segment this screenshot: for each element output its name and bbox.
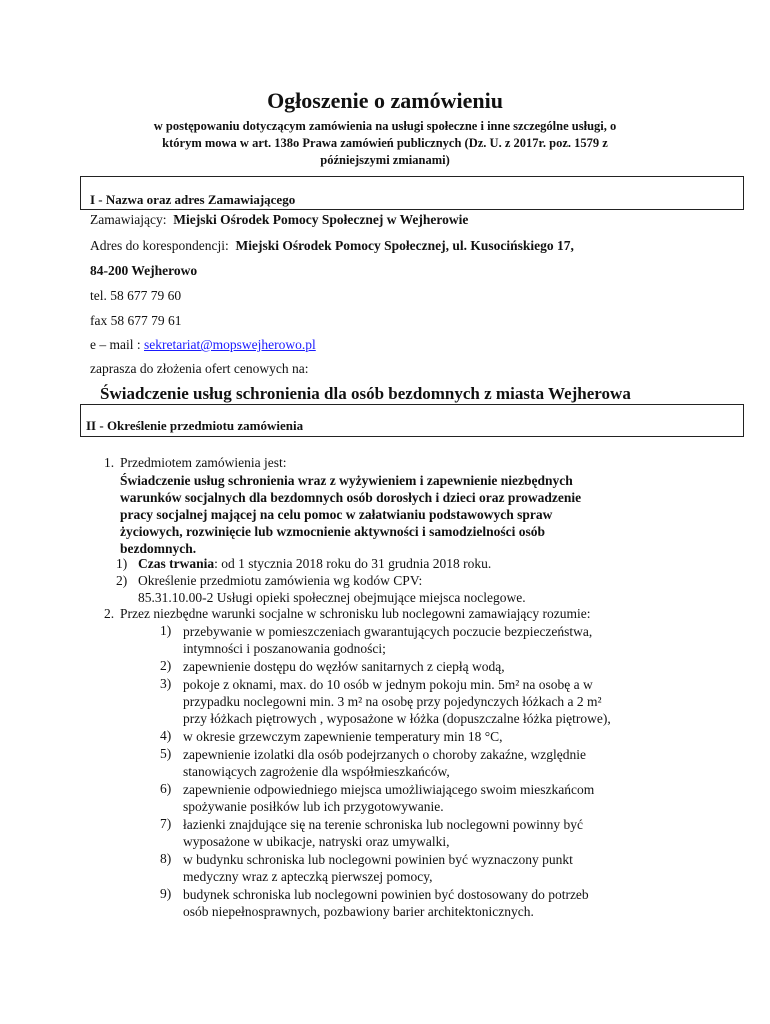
condition-item bbox=[183, 886, 680, 920]
condition-item bbox=[183, 746, 680, 780]
sub-1-text bbox=[138, 556, 491, 572]
condition-number: 8) bbox=[160, 851, 172, 866]
condition-item bbox=[183, 623, 680, 657]
condition-line: pokoje z oknami, max. do 10 osób w jednym pokoju min. 5m² na osobę a w bbox=[183, 677, 593, 692]
condition-line: osób niepełnosprawnych, pozbawiony barier architektonicznych. bbox=[183, 904, 534, 919]
document-title: Ogłoszenie o zamówieniu bbox=[267, 88, 503, 113]
postcode: 84-200 Wejherowo bbox=[90, 263, 198, 278]
condition-number: 1) bbox=[160, 623, 172, 638]
tel-line: tel. 58 677 79 60 bbox=[90, 288, 182, 303]
item-1-number: 1. bbox=[104, 455, 115, 470]
sub-1-number: 1) bbox=[116, 556, 128, 571]
sub-2-text: Określenie przedmiotu zamówienia wg kodów CPV: bbox=[138, 573, 423, 588]
condition-number: 5) bbox=[160, 746, 172, 761]
condition-line: zapewnienie izolatki dla osób podejrzanych o choroby zakaźne, względnie bbox=[183, 747, 586, 762]
description-line: warunków socjalnych dla bezdomnych osób dorosłych i dzieci oraz prowadzenie bbox=[120, 490, 582, 505]
condition-item bbox=[183, 676, 680, 727]
condition-item bbox=[183, 816, 680, 850]
condition-line: w okresie grzewczym zapewnienie temperatury min 18 °C, bbox=[183, 729, 503, 744]
description-line: życiowych, rozwinięcie lub wzmocnienie aktywności i samodzielności osób bbox=[120, 524, 545, 539]
invite-line: zaprasza do złożenia ofert cenowych na: bbox=[90, 361, 309, 376]
condition-line: zapewnienie odpowiedniego miejsca umożliwiającego swoim mieszkańcom bbox=[183, 782, 595, 797]
postcode-line bbox=[90, 263, 197, 279]
condition-item bbox=[183, 658, 680, 675]
condition-line: stanowiących zagrożenie dla współmieszkańców, bbox=[183, 764, 450, 779]
condition-line: w budynku schroniska lub noclegowni powinien być wyznaczony punkt bbox=[183, 852, 573, 867]
sub-2-number: 2) bbox=[116, 573, 128, 588]
address-line bbox=[90, 238, 574, 254]
subtitle-line: w postępowaniu dotyczącym zamówienia na usługi społeczne i inne szczególne usługi, o bbox=[153, 119, 617, 133]
description-line: Świadczenie usług schronienia wraz z wyżywieniem i zapewnienie niezbędnych bbox=[120, 473, 573, 488]
condition-number: 9) bbox=[160, 886, 172, 901]
subtitle-line: którym mowa w art. 138o Prawa zamówień publicznych (Dz. U. z 2017r. poz. 1579 z bbox=[162, 136, 608, 150]
duration-label: Czas trwania bbox=[138, 556, 215, 571]
condition-line: przypadku noclegowni min. 3 m² na osobę przy pojedynczych łóżkach a 2 m² bbox=[183, 694, 602, 709]
condition-line: wyposażone w ubikacje, natryski oraz umywalki, bbox=[183, 834, 450, 849]
subtitle-line: późniejszymi zmianami) bbox=[320, 153, 450, 167]
email-link[interactable]: sekretariat@mopswejherowo.pl bbox=[144, 337, 316, 352]
condition-line: spożywanie posiłków lub ich przygotowywanie. bbox=[183, 799, 444, 814]
cpv-code-line: 85.31.10.00-2 Usługi opieki społecznej obejmujące miejsca noclegowe. bbox=[138, 590, 526, 605]
section-1-heading: I - Nazwa oraz adres Zamawiającego bbox=[90, 192, 296, 207]
item-1-label: Przedmiotem zamówienia jest: bbox=[120, 455, 287, 470]
condition-item bbox=[183, 851, 680, 885]
condition-line: łazienki znajdujące się na terenie schroniska lub noclegowni powinny być bbox=[183, 817, 583, 832]
condition-line: przy łóżkach piętrowych , wyposażone w łóżka (dopuszczalne łóżka piętrowe), bbox=[183, 711, 611, 726]
email-line bbox=[90, 337, 316, 353]
client-line bbox=[90, 212, 468, 228]
fax-line: fax 58 677 79 61 bbox=[90, 313, 182, 328]
email-label: e – mail : bbox=[90, 337, 141, 352]
duration-value: : od 1 stycznia 2018 roku do 31 grudnia 2018 roku. bbox=[214, 556, 492, 571]
document-subtitle bbox=[120, 118, 650, 169]
condition-number: 3) bbox=[160, 676, 172, 691]
item-2-label: Przez niezbędne warunki socjalne w schronisku lub noclegowni zamawiający rozumie: bbox=[120, 606, 591, 621]
condition-line: intymności i poszanowania godności; bbox=[183, 641, 386, 656]
condition-number: 2) bbox=[160, 658, 172, 673]
condition-line: budynek schroniska lub noclegowni powinien być dostosowany do potrzeb bbox=[183, 887, 589, 902]
item-2-number: 2. bbox=[104, 606, 115, 621]
condition-item bbox=[183, 728, 680, 745]
service-title: Świadczenie usług schronienia dla osób bezdomnych z miasta Wejherowa bbox=[100, 384, 631, 403]
description-line: bezdomnych. bbox=[120, 541, 197, 556]
item-1-description bbox=[120, 472, 680, 557]
section-2-heading: II - Określenie przedmiotu zamówienia bbox=[86, 418, 304, 433]
condition-line: zapewnienie dostępu do węzłów sanitarnych z ciepłą wodą, bbox=[183, 659, 505, 674]
condition-number: 6) bbox=[160, 781, 172, 796]
condition-line: przebywanie w pomieszczeniach gwarantujących poczucie bezpieczeństwa, bbox=[183, 624, 593, 639]
address-value: Miejski Ośrodek Pomocy Społecznej, ul. Kusocińskiego 17, bbox=[235, 238, 574, 253]
client-value: Miejski Ośrodek Pomocy Społecznej w Wejherowie bbox=[173, 212, 469, 227]
address-label: Adres do korespondencji: bbox=[90, 238, 229, 253]
condition-number: 7) bbox=[160, 816, 172, 831]
condition-line: medyczny wraz z apteczką pierwszej pomocy, bbox=[183, 869, 433, 884]
client-label: Zamawiający: bbox=[90, 212, 167, 227]
condition-number: 4) bbox=[160, 728, 172, 743]
description-line: pracy socjalnej mającej na celu pomoc w załatwianiu podstawowych spraw bbox=[120, 507, 553, 522]
condition-item bbox=[183, 781, 680, 815]
